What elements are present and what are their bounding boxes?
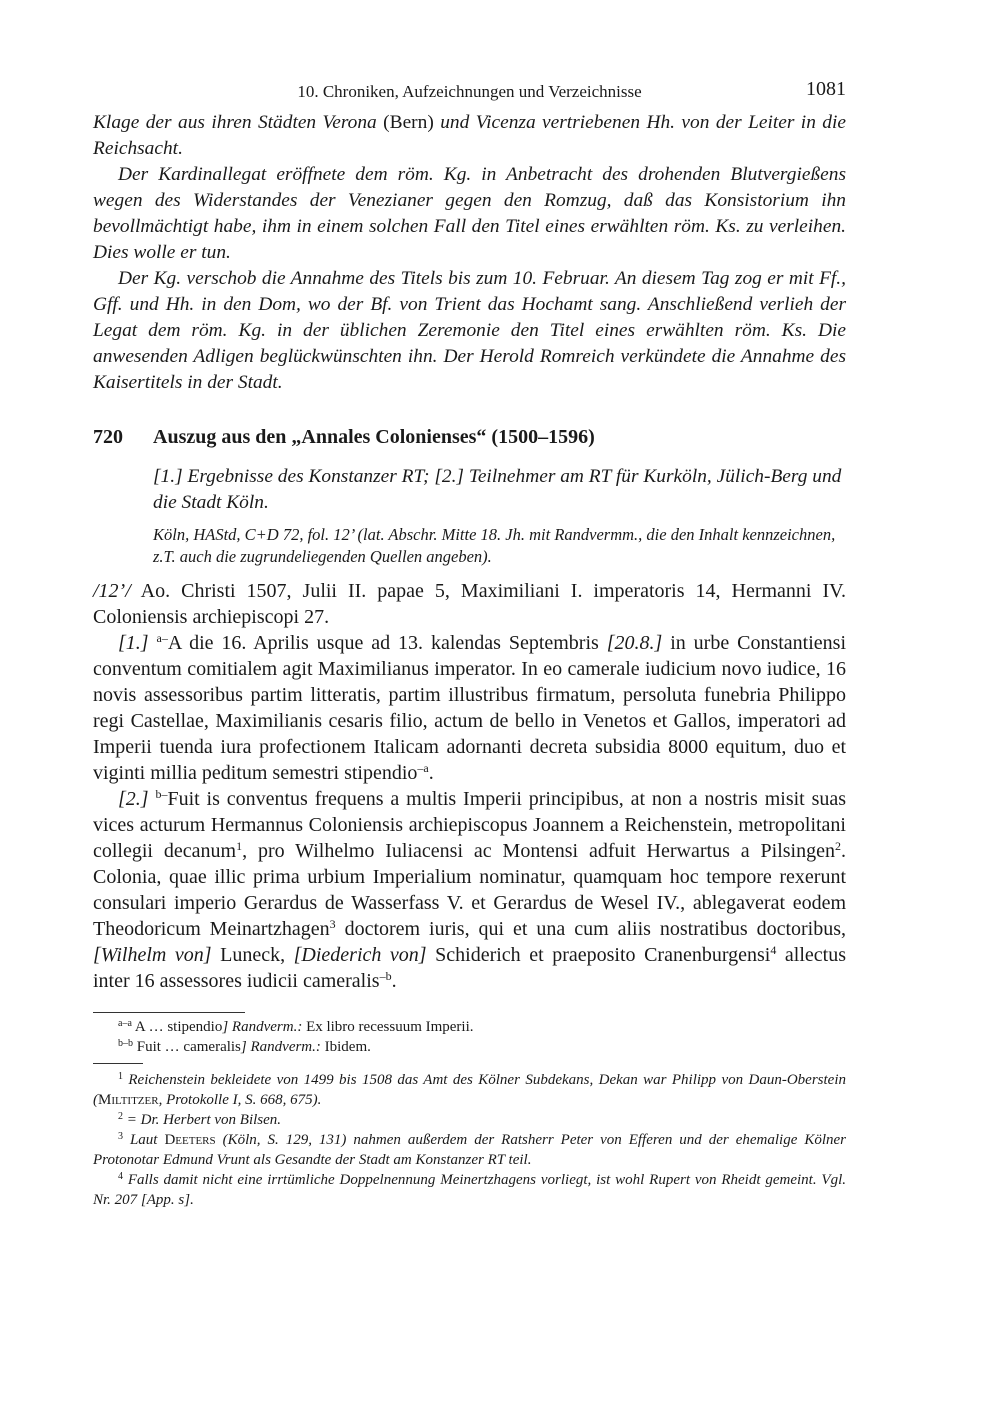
text-paragraph-0: /12’/ Ao. Christi 1507, Julii II. papae 5, Maximiliani I. imperatoris 14, Hermanni IV. Coloniensis archiepiscopi 27. — [93, 580, 846, 628]
variant-note: $^{b-b}$ Fuit … cameralis] Randverm.: Ibidem. — [118, 1038, 371, 1055]
running-head-title: 10. Chroniken, Aufzeichnungen und Verzeichnisse — [297, 82, 642, 101]
folio-mark: /12’/ — [93, 580, 131, 602]
editorial-date: [20.8.] — [606, 632, 663, 654]
section-mark: [2.] — [118, 788, 149, 810]
document-heading — [93, 424, 846, 450]
document-regest: [1.] Ergebnisse des Konstanzer RT; [2.] Teilnehmer am RT für Kurköln, Jülich-Berg und die Stadt Köln. — [153, 466, 842, 513]
footnotes-divider — [93, 1063, 143, 1064]
section-mark: [1.] — [118, 632, 149, 654]
variant-mark: b– — [155, 787, 168, 801]
variant-mark: –a — [417, 761, 429, 775]
footnotes — [93, 1070, 846, 1210]
footnote-3: $^3$ Laut Deeters (Köln, S. 129, 131) nahmen außerdem der Ratsherr Peter von Efferen und der ehemalige Kölner Protonotar Edmund Vrunt als Gesandte der Stadt am Konstanzer RT teil. — [93, 1131, 846, 1168]
page-number: 1081 — [806, 78, 846, 100]
document-source: Köln, HAStd, C+D 72, fol. 12’ (lat. Abschr. Mitte 18. Jh. mit Randvermm., die den Inhalt kennzeichnen, z.T. auch die zugrundeliegenden Quellen angeben). — [153, 525, 836, 566]
footnote-4: $^4$ Falls damit nicht eine irrtümliche Doppelnennung Meinertzhagens vorliegt, ist wohl Rupert von Rheidt gemeint. Vgl. Nr. 207 [App. s]. — [93, 1171, 846, 1208]
editorial-insertion: [Wilhelm von] — [93, 944, 212, 966]
document-title: Auszug aus den „Annales Colonienses“ (1500–1596) — [153, 426, 595, 448]
text-paragraph-2: [2.] $^{b-}$Fuit is conventus frequens a multis Imperii principibus, at non a nostris misit suas vices acturum Hermannus Coloniensis archiepiscopus Joannem a Reichenstein, metropolitani collegii decanum$^1$, pro Wilhelmo Iuliacensi ac Montensi adfuit Herwartus a Pilsingen$^2$. Colonia, quae illic prima urbium Imperialium nominatur, quamquam hoc tempore rexerunt consulari imperio Gerardus de Wasserfass V. et Gerardus de Wesel IV., ablegaverat eodem Theodoricum Meinartzhagen$^3$ doctorem iuris, qui et una cum aliis nostratibus doctoribus, [Wilhelm von] Luneck, [Diederich von] Schiderich et praeposito Cranenburgensi$^4$ allectus inter 16 assessores iudicii cameralis$^{-b}$. — [93, 787, 847, 992]
footnote-ref[interactable]: 3 — [329, 917, 336, 931]
footnote-ref[interactable]: 4 — [770, 943, 777, 957]
main-text — [93, 578, 846, 994]
variant-notes — [93, 1017, 846, 1057]
intro-paragraph-2: Der Kardinallegat eröffnete dem röm. Kg. in Anbetracht des drohenden Blutvergießens wegen des Widerstandes der Venezianer gegen den Romzug, daß das Konsistorium ihn bevollmächtigt habe, ihm in einem solchen Fall den Titel eines erwählten röm. Ks. zu verleihen. Dies wolle er tun. — [93, 164, 846, 263]
footnote-2: $^2$ = Dr. Herbert von Bilsen. — [118, 1111, 282, 1128]
page — [93, 76, 846, 1210]
footnote-ref[interactable]: 1 — [236, 839, 243, 853]
variant-mark: a– — [156, 631, 168, 645]
running-head — [93, 76, 846, 110]
document-number: 720 — [93, 426, 123, 448]
footnote-1: $^1$ Reichenstein bekleidete von 1499 bis 1508 das Amt des Kölner Subdekans, Dekan war Philipp von Daun-Oberstein (Miltitzer, Protokolle I, S. 668, 675). — [93, 1071, 846, 1108]
footnote-ref[interactable]: 2 — [835, 839, 841, 853]
editorial-insertion: [Diederich von] — [293, 944, 427, 966]
intro-paragraph-1: Klage der aus ihren Städten Verona (Bern) und Vicenza vertriebenen Hh. von der Leiter in die Reichsacht. — [93, 112, 846, 159]
variant-note: $^{a-a}$ A … stipendio] Randverm.: Ex libro recessuum Imperii. — [118, 1018, 474, 1035]
variant-mark: –b — [379, 969, 392, 983]
intro-section — [93, 110, 846, 396]
intro-paragraph-3: Der Kg. verschob die Annahme des Titels bis zum 10. Februar. An diesem Tag zog er mit Ff., Gff. und Hh. in den Dom, wo der Bf. von Trient das Hochamt sang. Anschließend verlieh der Legat dem röm. Kg. in der üblichen Zeremonie den Titel eines erwählten röm. Ks. Die anwesenden Adligen beglückwünschten ihn. Der Herold Romreich verkündete die Annahme des Kaisertitels in der Stadt. — [93, 268, 846, 393]
variant-notes-divider — [93, 1012, 245, 1013]
text-paragraph-1: [1.] $^{a-}$A die 16. Aprilis usque ad 13. kalendas Septembris [20.8.] in urbe Constantiensi conventum comitialem agit Maximilianus imperator. In eo camerale iudicium novo iudice, 16 novis assessoribus partim litteratis, partim illustribus firmatum, persoluta funebria Philippo regi Castellae, Maximilianis cesaris filio, actum de bello in Venetos et Gallos, imperatori ad Imperii tuenda iura profectionem Italicam adornanti decreta subsidia 8000 equitum, duo et viginti millia peditum semestri stipendio$^{-a}$. — [93, 631, 847, 784]
